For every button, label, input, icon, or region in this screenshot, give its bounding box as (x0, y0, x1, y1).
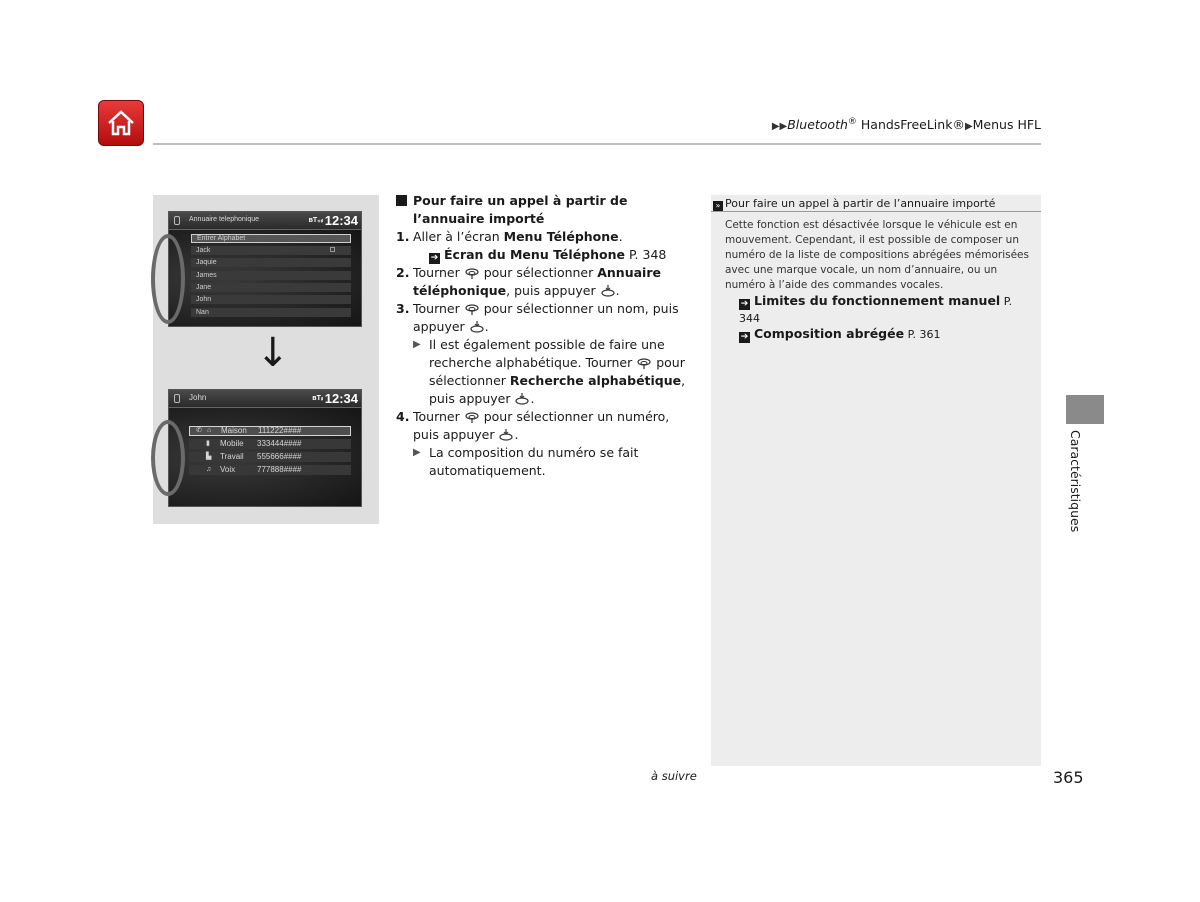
bluetooth-signal-icon: ʙT₊ᵢₗ (308, 217, 323, 224)
figure-panel (153, 195, 379, 524)
breadcrumb-arrow-icon: ▶ (964, 121, 973, 132)
cross-reference-link[interactable]: ➔ Limites du fonctionnement manuel P. 344 (739, 293, 1013, 325)
list-item: Jack (191, 246, 351, 255)
press-knob-icon (514, 392, 530, 406)
rotate-knob-icon (464, 410, 480, 424)
rotate-knob-icon (464, 302, 480, 316)
list-item: Nan (191, 308, 351, 317)
chapter-tab[interactable] (1066, 395, 1104, 424)
sidebar-body (725, 218, 1030, 343)
number-row: ♫ Voix 777888#### (189, 465, 351, 475)
home-icon (106, 108, 136, 138)
sidebar-note (711, 195, 1041, 766)
screen-status-bar (169, 390, 361, 408)
breadcrumb-arrow-icon: ▶▶ (771, 121, 788, 132)
press-knob-icon (469, 320, 485, 334)
reference-arrow-icon: ➔ (740, 299, 749, 309)
breadcrumb-brand: Bluetooth (787, 117, 848, 132)
press-knob-icon (498, 428, 514, 442)
press-knob-icon (600, 284, 616, 298)
list-item: Jane (191, 283, 351, 292)
reference-arrow-icon: ➔ (740, 332, 749, 342)
selector-arc-icon (151, 234, 185, 324)
home-number-icon: ⌂ (207, 427, 212, 434)
mobile-number-icon: ▮ (206, 440, 210, 447)
instructions (396, 192, 696, 480)
reference-icon: » (713, 201, 723, 211)
home-button[interactable] (98, 100, 144, 146)
step-1: 1. Aller à l’écran Menu Téléphone. (396, 229, 623, 244)
handset-icon: ✆ (196, 427, 202, 434)
work-number-icon: ▙ (206, 453, 212, 460)
selector-arc-icon (151, 420, 185, 496)
sidebar-header: » Pour faire un appel à partir de l’annuaire importé (711, 195, 1041, 212)
number-row: ▙ Travail 555666#### (189, 452, 351, 462)
screen-title: Annuaire telephonique (189, 216, 260, 223)
step-4: 4. Tourner pour sélectionner un numéro, puis appuyer . (396, 409, 670, 442)
section-title: Pour faire un appel à partir de l’annuaire importé (396, 192, 696, 228)
screen-clock: 12:34 (324, 213, 358, 228)
continued-label: à suivre (651, 769, 697, 783)
sidebar-paragraph: Cette fonction est désactivée lorsque le véhicule est en mouvement. Cependant, il est possible de composer un numéro de la liste de compositions abrégées mémorisées avec une marque vocale, un nom d’annuaire, ou un numéro à l’aide des commandes vocales. (725, 219, 1029, 291)
page-number: 365 (1053, 768, 1084, 787)
screen-body (169, 408, 361, 506)
step-2: 2. Tourner pour sélectionner Annuaire téléphonique, puis appuyer . (396, 265, 661, 298)
phonebook-screen (168, 211, 362, 327)
cross-reference-link[interactable]: ➔ Composition abrégée P. 361 (740, 326, 941, 342)
phone-icon (174, 216, 180, 225)
number-row: ▮ Mobile 333444#### (189, 439, 351, 449)
note-arrow-icon: ▶ (413, 339, 421, 350)
step-3: 3. Tourner pour sélectionner un nom, puis appuyer . (396, 301, 679, 334)
rotate-knob-icon (636, 356, 652, 370)
breadcrumb-current: Menus HFL (972, 117, 1041, 132)
step-3-note: ▶ Il est également possible de faire une recherche alphabétique. Tourner pour sélectionner Recherche alphabétique, puis appuyer . (413, 337, 686, 406)
cross-reference-link[interactable]: ➔ Écran du Menu Téléphone P. 348 (430, 247, 667, 263)
list-item: Jaquie (191, 258, 351, 267)
reference-arrow-icon: ➔ (430, 253, 439, 263)
breadcrumb: ▶▶Bluetooth® HandsFreeLink®▶Menus HFL (771, 117, 1041, 132)
scroll-marker-icon (330, 247, 335, 252)
phone-icon (174, 394, 180, 403)
rotate-knob-icon (464, 266, 480, 280)
screen-title: John (189, 393, 207, 402)
chapter-label: Caractéristiques (1068, 430, 1083, 533)
contact-screen (168, 389, 362, 507)
screen-status-bar (169, 212, 361, 230)
down-arrow-icon: ↓ (256, 330, 290, 376)
note-arrow-icon: ▶ (413, 447, 421, 458)
step-4-note: ▶ La composition du numéro se fait automatiquement. (413, 445, 639, 478)
screen-body (169, 230, 361, 326)
screen-clock: 12:34 (324, 391, 358, 406)
number-row: ✆ ⌂ Maison 111222#### (189, 426, 351, 436)
bluetooth-signal-icon: ʙTᵢₗ (312, 395, 323, 402)
list-item: Entrer Alphabet (191, 234, 351, 243)
list-item: James (191, 271, 351, 280)
header-divider (153, 143, 1041, 145)
voice-tag-icon: ♫ (206, 466, 212, 473)
section-square-icon (396, 195, 407, 206)
list-item: John (191, 295, 351, 304)
breadcrumb-hfl: HandsFreeLink® (856, 117, 965, 132)
